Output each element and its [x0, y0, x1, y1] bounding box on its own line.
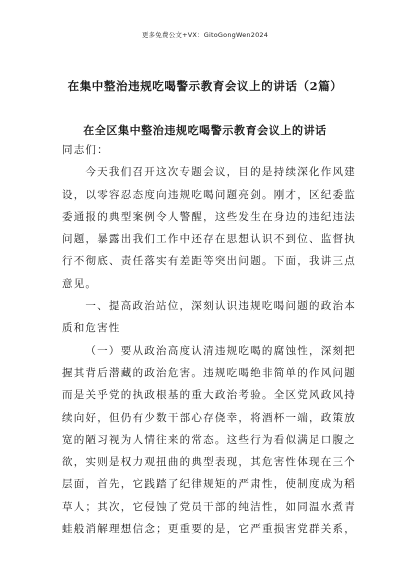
paragraph-line: 问题，暴露出我们工作中还存在思想认识不到位、监督执 — [62, 233, 356, 246]
paragraph-line: 层面，首先，它践踏了纪律规矩的严肃性，使制度成为稻 — [62, 478, 356, 491]
speech-title: 在全区集中整治违规吃喝警示教育会议上的讲话 — [83, 124, 327, 137]
paragraph-line: 质和危害性 — [62, 322, 121, 335]
paragraph-line: 握其背后潜藏的政治危害。违规吃喝绝非简单的作风问题 — [62, 366, 356, 379]
paragraph-line: 设，以零容忍态度向违规吃喝问题亮剑。刚才，区纪委监 — [62, 188, 356, 201]
paragraph-line: 行不彻底、责任落实有差距等突出问题。下面，我讲三点 — [62, 255, 356, 268]
paragraph-line: 宽的陋习视为人情往来的常态。这些行为看似满足口腹之 — [62, 433, 356, 446]
paragraph-line: 一、提高政治站位，深刻认识违规吃喝问题的政治本 — [85, 300, 356, 313]
paragraph-line: 今天我们召开这次专题会议，目的是持续深化作风建 — [85, 166, 356, 179]
header-note: 更多免费公文+VX：GitoGongWen2024 — [141, 31, 269, 39]
speech-body — [62, 139, 356, 540]
paragraph-line: 委通报的典型案例令人警醒，这些发生在身边的违纪违法 — [62, 210, 356, 223]
paragraph-line: （一）要从政治高度认清违规吃喝的腐蚀性，深刻把 — [85, 344, 356, 357]
paragraph-line: 同志们： — [62, 144, 109, 156]
document-title: 在集中整治违规吃喝警示教育会议上的讲话（2篇） — [67, 79, 343, 93]
paragraph-line: 蛙般消解理想信念；更重要的是，它严重损害党群关系， — [62, 523, 356, 536]
paragraph-line: 草人；其次，它侵蚀了党员干部的纯洁性，如同温水煮青 — [62, 500, 356, 513]
paragraph-line: 欲，实则是权力观扭曲的典型表现，其危害性体现在三个 — [62, 456, 356, 469]
paragraph-line: 续向好，但仍有少数干部心存侥幸，将酒杯一端，政策放 — [62, 411, 356, 424]
paragraph-line: 而是关乎党的执政根基的重大政治考验。全区党风政风持 — [62, 389, 356, 402]
paragraph-line: 意见。 — [62, 277, 98, 290]
